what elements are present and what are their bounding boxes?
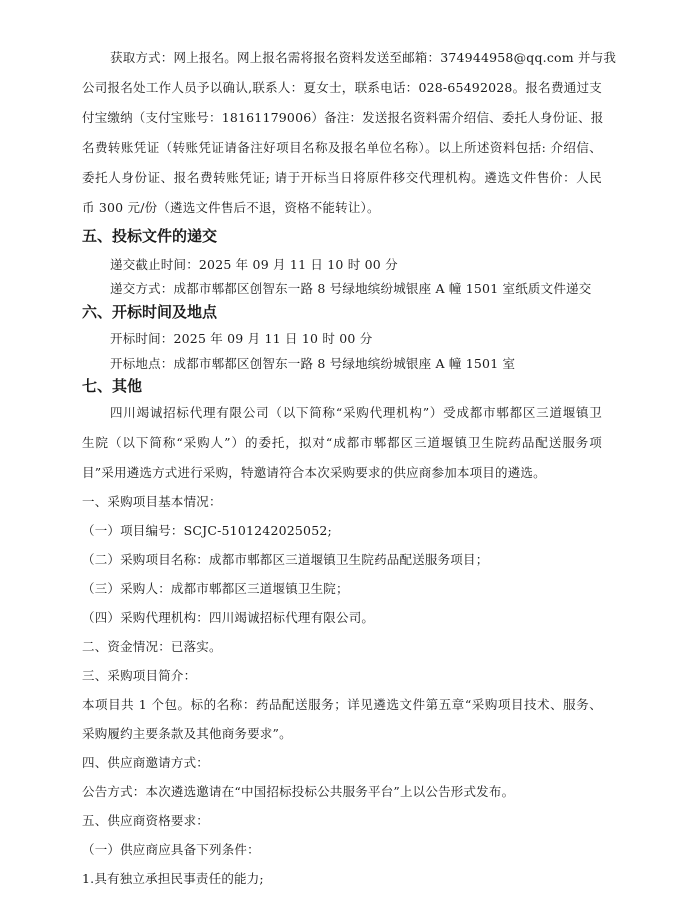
qualification-subtitle: （一）供应商应具备下列条件： (82, 842, 260, 857)
submit-deadline: 递交截止时间：2025 年 09 月 11 日 10 时 00 分 (110, 257, 398, 272)
project-intro-title: 三、采购项目简介： (82, 668, 197, 683)
acquire-line-3: 付宝缴纳（支付宝账号：18161179006）备注：发送报名资料需介绍信、委托人身份证、报 (82, 110, 604, 125)
acquire-line-5: 委托人身份证、报名费转账凭证; 请于开标当日将原件移交代理机构。遴选文件售价：人民 (82, 170, 602, 185)
acquire-line-1: 获取方式：网上报名。网上报名需将报名资料发送至邮箱：374944958@qq.com 并与我 (110, 50, 617, 65)
acquire-line-2: 公司报名处工作人员予以确认,联系人：夏女士，联系电话：028-65492028。报名费通过支 (82, 80, 602, 95)
project-intro-line-2: 采购履约主要条款及其他商务要求”。 (82, 726, 292, 741)
funds-status: 二、资金情况：已落实。 (82, 639, 222, 654)
qualification-item-1: 1.具有独立承担民事责任的能力; (82, 871, 264, 886)
other-intro-line-1: 四川竭诚招标代理有限公司（以下简称“采购代理机构”）受成都市郫都区三道堰镇卫 (110, 405, 602, 420)
basic-item-2: （二）采购项目名称：成都市郫都区三道堰镇卫生院药品配送服务项目； (82, 552, 489, 567)
section-7-heading: 七、其他 (82, 377, 143, 395)
qualification-title: 五、供应商资格要求： (82, 813, 210, 828)
submit-method: 递交方式：成都市郫都区创智东一路 8 号绿地缤纷城银座 A 幢 1501 室纸质文件递交 (110, 281, 592, 296)
section-6-heading: 六、开标时间及地点 (82, 303, 218, 321)
invite-text: 公告方式：本次遴选邀请在“中国招标投标公共服务平台”上以公告形式发布。 (82, 784, 515, 799)
acquire-line-6: 币 300 元/份（遴选文件售后不退，资格不能转让）。 (82, 200, 380, 215)
opening-time: 开标时间：2025 年 09 月 11 日 10 时 00 分 (110, 331, 373, 346)
acquire-line-4: 名费转账凭证（转账凭证请备注好项目名称及报名单位名称）。以上所述资料包括: 介绍信、 (82, 140, 602, 155)
basic-item-1: （一）项目编号：SCJC-5101242025052; (82, 523, 332, 538)
other-intro-line-2: 生院（以下简称“采购人”）的委托，拟对“成都市郫都区三道堰镇卫生院药品配送服务项 (82, 435, 602, 450)
basic-info-title: 一、采购项目基本情况： (82, 494, 222, 509)
opening-place: 开标地点：成都市郫都区创智东一路 8 号绿地缤纷城银座 A 幢 1501 室 (110, 356, 516, 371)
section-5-heading: 五、投标文件的递交 (82, 227, 218, 245)
invite-title: 四、供应商邀请方式： (82, 755, 210, 770)
other-intro-line-3: 目”采用遴选方式进行采购，特邀请符合本次采购要求的供应商参加本项目的遴选。 (82, 465, 546, 480)
project-intro-line-1: 本项目共 1 个包。标的名称：药品配送服务；详见遴选文件第五章“采购项目技术、服务、 (82, 697, 602, 712)
basic-item-3: （三）采购人：成都市郫都区三道堰镇卫生院； (82, 581, 349, 596)
basic-item-4: （四）采购代理机构：四川竭诚招标代理有限公司。 (82, 610, 375, 625)
